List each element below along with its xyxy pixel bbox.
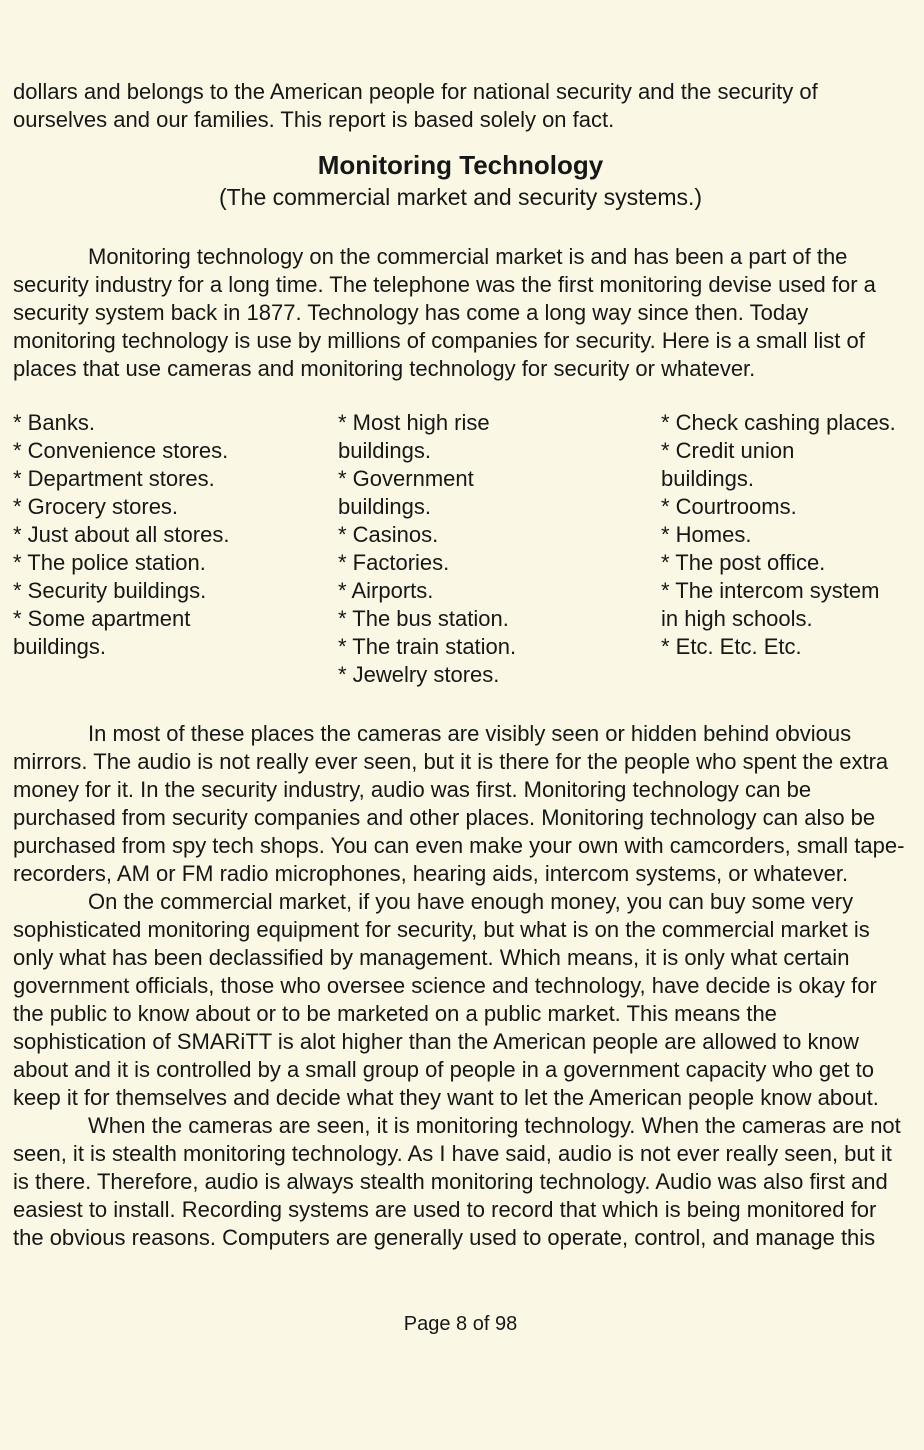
list-item: * The police station. — [13, 550, 206, 575]
list-item: * Homes. — [661, 522, 752, 547]
list-item: * Government — [338, 466, 474, 491]
paragraph-monitoring-technology: Monitoring technology on the commercial market is and has been a part of the security industry for a long time. The telephone was the first monitoring devise used for a security system back in 1877. Technology has come a long way since then. Today monitoring technology is use by millions of companies for security. Here is a small list of places that use cameras and monitoring technology for security or whatever. — [13, 244, 876, 381]
list-item: * Check cashing places. — [661, 410, 896, 435]
intro-paragraph: dollars and belongs to the American people for national security and the security of ourselves and our families. This report is based solely on fact. — [13, 79, 818, 132]
list-item: * Banks. — [13, 410, 95, 435]
paragraph-cameras-visibility: In most of these places the cameras are visibly seen or hidden behind obvious mirrors. The audio is not really ever seen, but it is there for the people who spent the extra money for it. In the security industry, audio was first. Monitoring technology can be purchased from security companies and other places. Monitoring technology can also be purchased from spy tech shops. You can even make your own with camcorders, small tape-recorders, AM or FM radio microphones, hearing aids, intercom systems, or whatever. — [13, 721, 905, 886]
list-item: * Courtrooms. — [661, 494, 797, 519]
list-item: * Etc. Etc. Etc. — [661, 634, 802, 659]
list-item: * The bus station. — [338, 606, 509, 631]
list-item: * The intercom system — [661, 578, 880, 603]
places-list-column-3 — [661, 409, 896, 689]
paragraph-stealth-monitoring: When the cameras are seen, it is monitoring technology. When the cameras are not seen, it is stealth monitoring technology. As I have said, audio is not ever really seen, but it is there. Therefore, audio is always stealth monitoring technology. Audio was also first and easiest to install. Recording systems are used to record that which is being monitored for the obvious reasons. Computers are generally used to operate, control, and manage this — [13, 1113, 901, 1250]
list-item: * Some apartment — [13, 606, 191, 631]
page-number: Page 8 of 98 — [403, 1313, 518, 1335]
list-item: buildings. — [338, 494, 431, 519]
list-item: * Department stores. — [13, 466, 215, 491]
list-item: in high schools. — [661, 606, 813, 631]
list-item: * Grocery stores. — [13, 494, 179, 519]
paragraph-commercial-market: On the commercial market, if you have enough money, you can buy some very sophisticated monitoring equipment for security, but what is on the commercial market is only what has been declassified by management. Which means, it is only what certain government officials, those who oversee science and technology, have decide is okay for the public to know about or to be marketed on a public market. This means the sophistication of SMARiTT is alot higher than the American people are allowed to know about and it is controlled by a small group of people in a government capacity who get to keep it for themselves and decide what they want to let the American people know about. — [13, 889, 879, 1110]
section-subtitle: (The commercial market and security systems.) — [218, 184, 703, 210]
list-item: * Credit union — [661, 438, 795, 463]
list-item: * Just about all stores. — [13, 522, 230, 547]
list-item: * Casinos. — [338, 522, 439, 547]
list-item: * Convenience stores. — [13, 438, 229, 463]
list-item: * Factories. — [338, 550, 450, 575]
list-item: buildings. — [338, 438, 431, 463]
list-item: * Security buildings. — [13, 578, 207, 603]
places-list-column-1 — [13, 409, 338, 689]
list-item: * The post office. — [661, 550, 826, 575]
list-item: * Most high rise — [338, 410, 490, 435]
places-list — [13, 409, 908, 689]
list-item: * Airports. — [338, 578, 434, 603]
section-title: Monitoring Technology — [317, 150, 604, 180]
list-item: * The train station. — [338, 634, 517, 659]
places-list-column-2 — [338, 409, 661, 689]
list-item: buildings. — [13, 634, 106, 659]
list-item: * Jewelry stores. — [338, 662, 500, 687]
list-item: buildings. — [661, 466, 754, 491]
